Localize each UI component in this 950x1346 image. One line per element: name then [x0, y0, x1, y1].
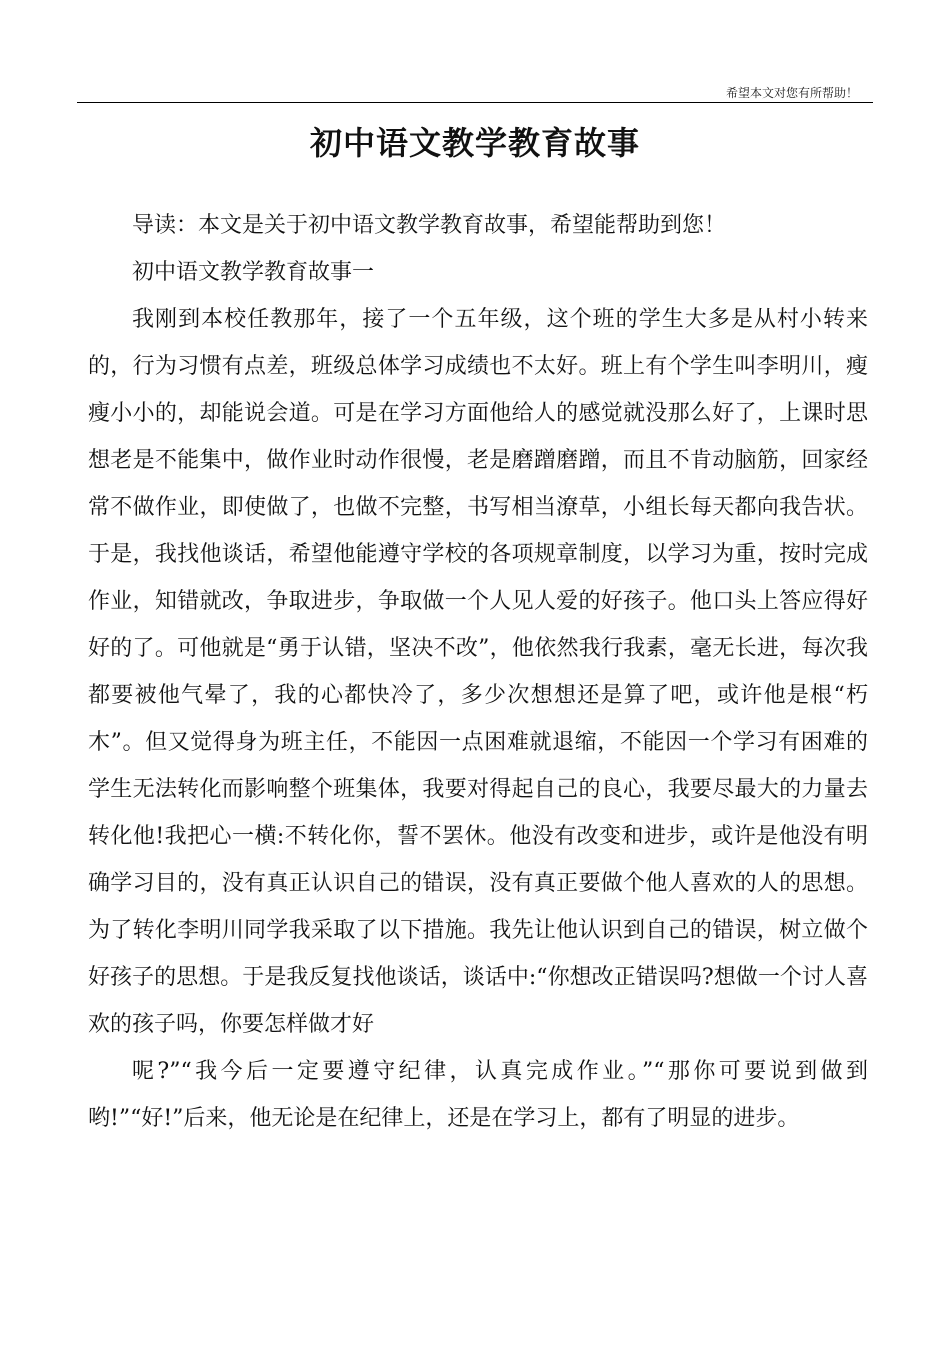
body-paragraph: 我刚到本校任教那年，接了一个五年级，这个班的学生大多是从村小转来的，行为习惯有点差，班级总体学习成绩也不太好。班上有个学生叫李明川，瘦瘦小小的，却能说会道。可是在学习方面他给人的感觉就没那么好了，上课时思想老是不能集中，做作业时动作很慢，老是磨蹭磨蹭，而且不肯动脑筋，回家经常不做作业，即使做了，也做不完整，书写相当潦草，小组长每天都向我告状。于是，我找他谈话，希望他能遵守学校的各项规章制度，以学习为重，按时完成作业，知错就改，争取进步，争取做一个人见人爱的好孩子。他口头上答应得好好的了。可他就是“勇于认错，坚决不改”，他依然我行我素，毫无长进，每次我都要被他气晕了，我的心都快冷了，多少次想想还是算了吧，或许他是根“朽木”。但又觉得身为班主任，不能因一点困难就退缩，不能因一个学习有困难的学生无法转化而影响整个班集体，我要对得起自己的良心，我要尽最大的力量去转化他!我把心一横:不转化你，誓不罢休。他没有改变和进步，或许是他没有明确学习目的，没有真正认识自己的错误，没有真正要做个他人喜欢的人的思想。 为了转化李明川同学我采取了以下措施。我先让他认识到自己的错误，树立做个好孩子的思想。于是我反复找他谈话，谈话中:“你想改正错误吗?想做一个讨人喜欢的孩子吗，你要怎样做才好: [88, 307, 868, 1037]
intro-paragraph: 导读：本文是关于初中语文教学教育故事，希望能帮助到您！: [132, 213, 727, 238]
header-note: 希望本文对您有所帮助！: [725, 86, 858, 100]
document-body: [88, 202, 868, 1142]
header-divider: [77, 102, 873, 103]
document-title: 初中语文教学教育故事: [309, 124, 640, 162]
body-paragraph-continued: 呢?”“我今后一定要遵守纪律，认真完成作业。”“那你可要说到做到哟!”“好!”后来，他无论是在纪律上，还是在学习上，都有了明显的进步。: [88, 1059, 868, 1131]
section-heading: 初中语文教学教育故事一: [132, 260, 375, 285]
